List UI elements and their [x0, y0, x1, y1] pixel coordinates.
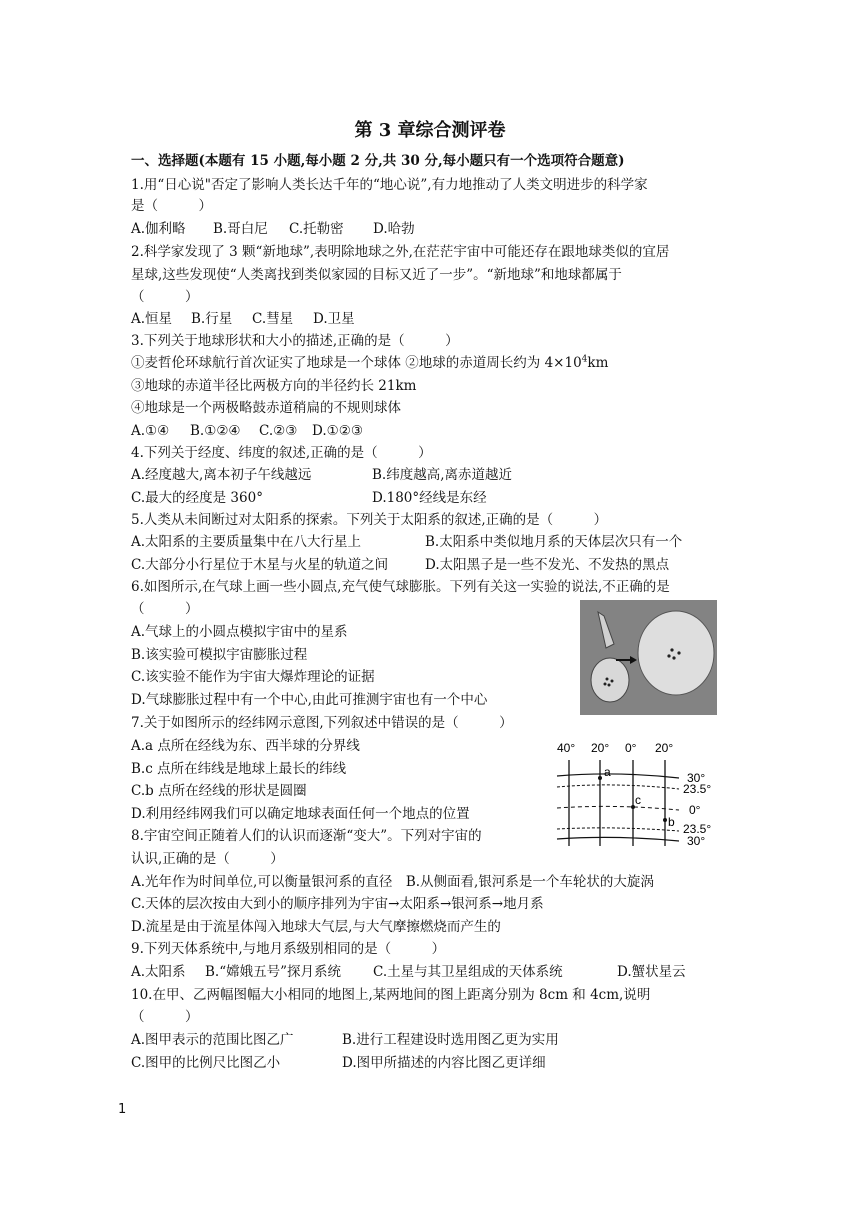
- graticule-figure: [555, 738, 737, 860]
- q3-statement-1-2: [131, 353, 608, 373]
- q6-option-b: B.该实验可模拟宇宙膨胀过程: [131, 647, 308, 663]
- question-1-text-cont: 是（ ）: [131, 198, 212, 214]
- longitude-label: 0°: [625, 741, 637, 755]
- point-b-label: b: [668, 815, 675, 829]
- latitude-label: 23.5°: [683, 822, 712, 836]
- question-6-text-cont: （ ）: [131, 601, 199, 617]
- q7-option-b: B.c 点所在纬线是地球上最长的纬线: [131, 761, 347, 777]
- question-4-text: 4.下列关于经度、纬度的叙述,正确的是（ ）: [131, 445, 432, 461]
- q10-option-d: D.图甲所描述的内容比图乙更详细: [342, 1055, 546, 1071]
- question-2-text-cont2: （ ）: [131, 289, 199, 305]
- page-title: 第 3 章综合测评卷: [354, 120, 506, 141]
- question-10-text-cont: （ ）: [131, 1009, 199, 1025]
- q3-option-a: A.①④: [131, 423, 170, 439]
- page-number: 1: [118, 1102, 127, 1117]
- q8-option-ab: A.光年作为时间单位,可以衡量银河系的直径 B.从侧面看,银河系是一个车轮状的大旋涡: [131, 874, 654, 890]
- q2-option-b: B.行星: [191, 311, 233, 327]
- q3-statement-3: ③地球的赤道半径比两极方向的半径约长 21km: [131, 378, 417, 394]
- q5-option-a: A.太阳系的主要质量集中在八大行星上: [131, 534, 362, 550]
- q5-option-d: D.太阳黑子是一些不发光、不发热的黑点: [425, 557, 670, 573]
- balloon-experiment-figure: [580, 600, 717, 715]
- q9-option-c: C.土星与其卫星组成的天体系统: [373, 964, 563, 980]
- q7-option-a: A.a 点所在经线为东、西半球的分界线: [131, 738, 360, 754]
- point-a-label: a: [604, 765, 611, 779]
- q10-option-b: B.进行工程建设时选用图乙更为实用: [342, 1032, 559, 1048]
- point-c-label: c: [635, 793, 641, 807]
- q6-option-c: C.该实验不能作为宇宙大爆炸理论的证据: [131, 669, 375, 685]
- longitude-label: 20°: [591, 741, 610, 755]
- question-5-text: 5.人类从未间断过对太阳系的探索。下列关于太阳系的叙述,正确的是（ ）: [131, 512, 608, 528]
- q1-option-a: A.伽利略: [131, 221, 186, 237]
- latitude-label: 0°: [689, 803, 701, 817]
- q6-option-a: A.气球上的小圆点模拟宇宙中的星系: [131, 624, 348, 640]
- q7-option-d: D.利用经纬网我们可以确定地球表面任何一个地点的位置: [131, 806, 470, 822]
- q4-option-d: D.180°经线是东经: [372, 490, 487, 506]
- latitude-label: 30°: [687, 834, 706, 848]
- point-b-marker: [663, 818, 667, 822]
- longitude-label: 40°: [557, 741, 576, 755]
- q3-unit: km: [587, 355, 609, 371]
- q2-option-a: A.恒星: [131, 311, 173, 327]
- point-a-marker: [598, 776, 602, 780]
- q3-statement-4: ④地球是一个两极略鼓赤道稍扁的不规则球体: [131, 400, 401, 416]
- question-9-text: 9.下列天体系统中,与地月系级别相同的是（ ）: [131, 941, 446, 957]
- q3-option-c: C.②③: [259, 423, 298, 439]
- q10-option-a: A.图甲表示的范围比图乙广: [131, 1032, 294, 1048]
- q3-option-d: D.①②③: [312, 423, 363, 439]
- q9-option-d: D.蟹状星云: [617, 964, 686, 980]
- q8-option-c: C.天体的层次按由大到小的顺序排列为宇宙→太阳系→银河系→地月系: [131, 896, 544, 912]
- q9-option-b: B.“嫦娥五号”探月系统: [205, 964, 342, 980]
- question-2-text-cont: 星球,这些发现使“人类离找到类似家园的目标又近了一步”。“新地球”和地球都属于: [131, 267, 622, 283]
- section-heading: 一、选择题(本题有 15 小题,每小题 2 分,共 30 分,每小题只有一个选项符合题意): [131, 153, 625, 169]
- question-1-text: 1.用“日心说"否定了影响人类长达千年的“地心说”,有力地推动了人类文明进步的科学家: [131, 177, 648, 193]
- question-7-text: 7.关于如图所示的经纬网示意图,下列叙述中错误的是（ ）: [131, 715, 513, 731]
- q1-option-c: C.托勒密: [289, 221, 344, 237]
- q9-option-a: A.太阳系: [131, 964, 186, 980]
- q4-option-c: C.最大的经度是 360°: [131, 490, 263, 506]
- question-10-text: 10.在甲、乙两幅图幅大小相同的地图上,某两地间的图上距离分别为 8cm 和 4cm,说明: [131, 987, 651, 1003]
- q6-option-d: D.气球膨胀过程中有一个中心,由此可推测宇宙也有一个中心: [131, 692, 488, 708]
- q10-option-c: C.图甲的比例尺比图乙小: [131, 1055, 281, 1071]
- q1-option-d: D.哈勃: [373, 221, 415, 237]
- q4-option-a: A.经度越大,离本初子午线越远: [131, 467, 312, 483]
- q3-statement-1-text: ①麦哲伦环球航行首次证实了地球是一个球体 ②地球的赤道周长约为 4×10: [131, 355, 582, 371]
- q8-option-d: D.流星是由于流星体闯入地球大气层,与大气摩擦燃烧而产生的: [131, 919, 501, 935]
- question-8-text-cont: 认识,正确的是（ ）: [131, 851, 284, 867]
- latitude-label: 30°: [687, 771, 706, 785]
- q3-exponent: 4: [581, 354, 588, 365]
- q5-option-c: C.大部分小行星位于木星与火星的轨道之间: [131, 557, 389, 573]
- q7-option-c: C.b 点所在经线的形状是圆圈: [131, 783, 307, 799]
- q1-option-b: B.哥白尼: [213, 221, 268, 237]
- latitude-label: 23.5°: [683, 782, 712, 796]
- question-6-text: 6.如图所示,在气球上画一些小圆点,充气使气球膨胀。下列有关这一实验的说法,不正确的是: [131, 579, 670, 595]
- q3-option-b: B.①②④: [190, 423, 241, 439]
- q2-option-d: D.卫星: [313, 311, 355, 327]
- q5-option-b: B.太阳系中类似地月系的天体层次只有一个: [425, 534, 683, 550]
- question-2-text: 2.科学家发现了 3 颗“新地球”,表明除地球之外,在茫茫宇宙中可能还存在跟地球类似的宜居: [131, 244, 670, 260]
- question-8-text: 8.宇宙空间正随着人们的认识而逐渐“变大”。下列对宇宙的: [131, 828, 482, 844]
- longitude-label: 20°: [655, 741, 674, 755]
- q4-option-b: B.纬度越高,离赤道越近: [372, 467, 513, 483]
- question-3-text: 3.下列关于地球形状和大小的描述,正确的是（ ）: [131, 333, 459, 349]
- q2-option-c: C.彗星: [252, 311, 294, 327]
